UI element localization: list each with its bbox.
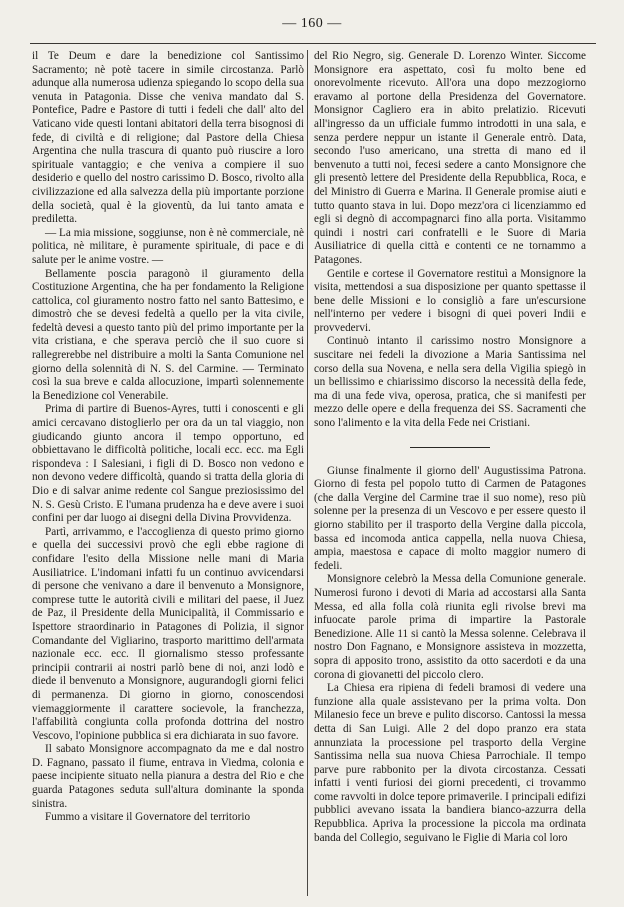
left-column (32, 50, 304, 825)
paragraph: Giunse finalmente il giorno dell' Augustissima Patrona. Giorno di festa pel popolo tutto di Carmen de Patagones (che dalla Vergine del Carmine trae il suo nome), reso più solenne per la presenza di un Vescovo e per essere questo il giorno stabilito per il trasporto della Vergine dalla piccola, bassa ed incomoda antica cappella, nella nuova Chiesa, ampia, maestosa e capace di molto maggior numero di fedeli. (314, 464, 586, 572)
paragraph: Fummo a visitare il Governatore del territorio (45, 811, 251, 824)
header-rule (30, 43, 596, 44)
paragraph: Il sabato Monsignore accompagnato da me e dal nostro D. Fagnano, passato il fiume, entrava in Viedma, colonia e paese incipiente situato nella pianura a destra del Rio e che guarda Patagones seduta sull'altura dominante la sponda sinistra. (32, 743, 304, 810)
paragraph: Monsignore celebrò la Messa della Comunione generale. Numerosi furono i devoti di Maria ad accostarsi alla Santa Messa, ed alla folla colà riunita egli rivolse brevi ma infuocate parole prima di impartire la Pastorale Benedizione. Alle 11 si cantò la Messa solenne. Celebrava il nostro Don Fagnano, e Monsignore assisteva in mozzetta, sopra di apposito trono, assistito da otto sacerdoti e da una corona di giovanetti del piccolo clero. (314, 573, 586, 681)
paragraph: Gentile e cortese il Governatore restituì a Monsignore la visita, mettendosi a sua disposizione per quanto spettasse il bene delle Missioni e lo consigliò a fare un'escursione nell'interno per vedere i bisogni di quei poveri Indii e provvedervi. (314, 267, 586, 334)
paragraph: del Rio Negro, sig. Generale D. Lorenzo Winter. Siccome Monsignore era aspettato, così fu molto bene ed onorevolmente ricevuto. All'ora una dopo mezzogiorno eravamo al portone della Presidenza del Governatore. Monsignor Cagliero era in abito prelatizio. Ricevuti all'ingresso da un ufficiale fummo introdotti in una sala, e senza perdere neppur un istante il Generale entrò. Data, secondo l'uso americano, una stretta di mano ed il benvenuto a tutti noi, fecesi sedere a canto Monsignore che gli presentò lettere del Presidente della Repubblica, Roca, e del Ministro di Guerra e Marina. Il Generale promise aiuti e tutto quanto stava in lui. Dopo mezz'ora ci licenziammo ed egli si degnò di accompagnarci fino alla porta. Visitammo quindi i nostri cari confratelli e le Suore di Maria Ausiliatrice di quella città e contenti ce ne tornammo a Patagones. (314, 50, 586, 266)
page-number: — 160 — (282, 16, 342, 31)
paragraph: La Chiesa era ripiena di fedeli bramosi di vedere una funzione alla quale assistevano per la prima volta. Don Milanesio fece un breve e pulito discorso. Cantossi la messa detta di San Luigi. Alle 2 del dopo pranzo era stata annunziata la processione pel trasporto della Vergine Santissima nella sua nuova Chiesa Parrochiale. Il tempo parve pure rabbonito per la divota circostanza. Cessati infatti i venti furiosi dei giorni precedenti, ci trovammo come ravvolti in dolce tepore primaverile. I principali edifizi pubblici avevano issata la bandiera bianco-azzurra della Repubblica. Apriva la processione la piccola ma ordinata banda del Collegio, seguivano le Figlie di Maria col loro (314, 682, 586, 844)
paragraph: Bellamente poscia paragonò il giuramento della Costituzione Argentina, che ha per fondamento la Religione cattolica, col giuramento nostro fatto nel santo Battesimo, e dimostrò che se devesi fedeltà a quello per la vita civile, fedeltà devesi a questo tanto più del primo importante per la vita cristiana, e che sperava perciò che il suo cuore si rallegrerebbe nel distribuire a molti la Santa Comunione nel giorno della solennità di N. S. del Carmine. — Terminato così la sua breve e calda allocuzione, impartì solennemente la Benedizione col Venerabile. (32, 267, 304, 402)
paragraph: Continuò intanto il carissimo nostro Monsignore a suscitare nei fedeli la divozione a Maria Santissima nel corso della sua Novena, e nella sera della Vigilia spiegò in un bellissimo e chiarissimo discorso la necessità della fede, ma di una fede viva, operosa, pratica, che si manifesti per mezzo delle opere e della frequenza dei SS. Sacramenti che sono l'alimento e la vita della Fede nei Cristiani. (314, 335, 586, 430)
paragraph: Partì, arrivammo, e l'accoglienza di questo primo giorno e quella dei successivi provò che egli ebbe ragione di confidare l'esito della Missione nelle mani di Maria Ausiliatrice. L'indomani infatti fu un continuo avvicendarsi di persone che venivano a dare il benvenuto a Monsignore, comprese tutte le autorità civili e militari del paese, il Juez de Paz, il Presidente della Municipalità, il Commissario e Ispettore straordinario in Patagones di Polizia, il signor Comandante del Vigliarino, trasporto marittimo dell'armata nazionale ecc. ecc. Il giornalismo stesso professante principii contrarii ai nostri parlò bene di noi, anzi lodò e diede il benvenuto a Monsignore, augurandogli giorni felici di permanenza. Di giorno in giorno, conoscendosi viemaggiormente il carattere socievole, la franchezza, l'affabilità congiunta colla profonda dottrina del nostro Vescovo, l'opinione pubblica si era dichiarata in suo favore. (32, 525, 304, 742)
section-separator (410, 447, 490, 448)
paragraph: Prima di partire di Buenos-Ayres, tutti i conoscenti e gli amici cercavano distoglierlo per ora da un tal viaggio, non giudicando giunto ancora il tempo opportuno, ed obbiettavano le difficoltà politiche, locali ecc. ecc. ma Egli rispondeva : I Salesiani, i figli di D. Bosco non vedono e non devono vedere difficoltà, quando si tratta della gloria di Dio e di salvar anime redente col Sangue preziosissimo del N. S. Gesù Cristo. E l'umana prudenza ha e deve avere i suoi confini per dar luogo ai disegni della Divina Provvidenza. (32, 403, 304, 525)
column-divider (307, 50, 308, 896)
right-column (314, 50, 586, 845)
paragraph: il Te Deum e dare la benedizione col Santissimo Sacramento; nè potè tacere in simile circostanza. Parlò adunque alla numerosa udienza spiegando lo scopo della sua venuta in Patagonia. Disse che veniva mandato dal S. Pontefice, Padre e Pastore di tutti i fedeli che dall' alto del Vaticano vide questi lontani abitatori della terra bisognosi di fede, di civiltà e di religione; dal Pastore della Chiesa Argentina che nulla trascura di quanto può riuscire a loro spirituale vantaggio; e che veniva a compiere il suo desiderio e quello del nostro carissimo D. Bosco, rivolto alla civilizzazione ed alla salvezza della più importante porzione della società, qual è la gioventù, da lui tanto amata e prediletta. (32, 50, 304, 226)
paragraph: — La mia missione, soggiunse, non è nè commerciale, nè politica, nè militare, è puramente spirituale, di pace e di salute per le anime vostre. — (32, 226, 304, 266)
